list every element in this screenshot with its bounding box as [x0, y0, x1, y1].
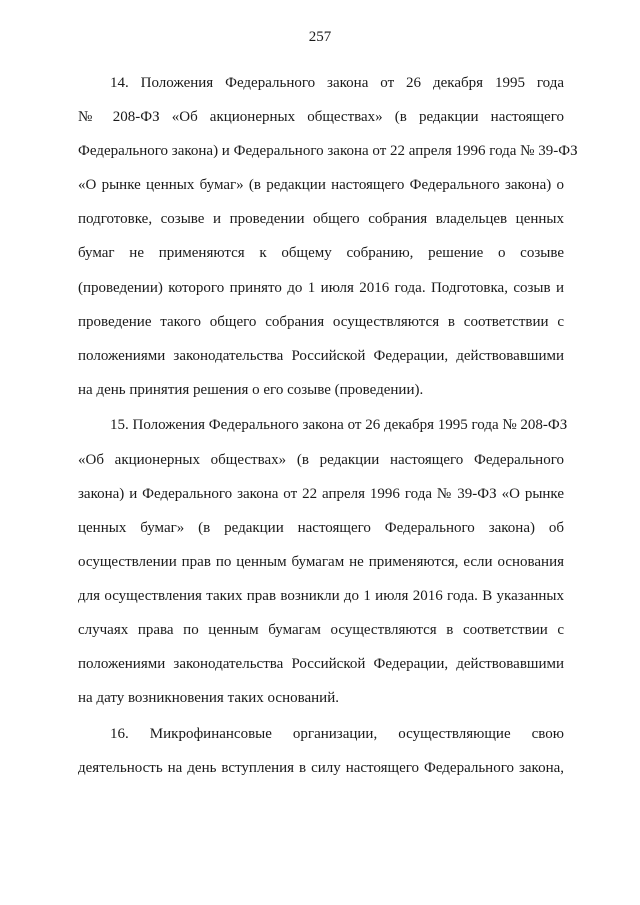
text-line: ценных бумаг» (в редакции настоящего Федерального закона) об [78, 519, 564, 536]
text-line: проведение такого общего собрания осуществляются в соответствии с [78, 313, 564, 330]
text-line: положениями законодательства Российской Федерации, действовавшими [78, 656, 564, 673]
text-line: 15. Положения Федерального закона от 26 декабря 1995 года № 208-ФЗ [110, 417, 568, 434]
text-line: на день принятия решения о его созыве (проведении). [78, 381, 424, 398]
paragraph-15 [78, 408, 568, 715]
text-line: 16. Микрофинансовые организации, осуществляющие свою [110, 725, 564, 742]
paragraph-14 [78, 66, 578, 407]
text-line: закона) и Федерального закона от 22 апреля 1996 года № 39-ФЗ «О рынке [78, 485, 564, 502]
text-line: случаях права по ценным бумагам осуществляются в соответствии с [78, 622, 564, 638]
document-body [78, 66, 578, 785]
text-line: бумаг не применяются к общему собранию, решение о созыве [78, 245, 564, 262]
text-line: подготовке, созыве и проведении общего собрания владельцев ценных [78, 211, 564, 228]
paragraph-16 [78, 717, 564, 785]
text-line: деятельность на день вступления в силу настоящего Федерального закона, [78, 759, 564, 776]
text-line: (проведении) которого принято до 1 июля 2016 года. Подготовка, созыв и [78, 279, 564, 296]
text-line: осуществлении прав по ценным бумагам не применяются, если основания [78, 553, 564, 570]
text-line: положениями законодательства Российской Федерации, действовавшими [78, 347, 564, 364]
text-line: Федерального закона) и Федерального закона от 22 апреля 1996 года № 39-ФЗ [78, 143, 578, 160]
text-line: «Об акционерных обществах» (в редакции настоящего Федерального [78, 451, 564, 468]
text-line: для осуществления таких прав возникли до 1 июля 2016 года. В указанных [78, 587, 564, 604]
page-number: 257 [308, 29, 332, 45]
text-line: № 208-ФЗ «Об акционерных обществах» (в редакции настоящего [78, 109, 564, 126]
text-line: 14. Положения Федерального закона от 26 декабря 1995 года [110, 75, 564, 91]
text-line: на дату возникновения таких оснований. [78, 690, 339, 707]
text-line: «О рынке ценных бумаг» (в редакции настоящего Федерального закона) о [78, 177, 564, 194]
